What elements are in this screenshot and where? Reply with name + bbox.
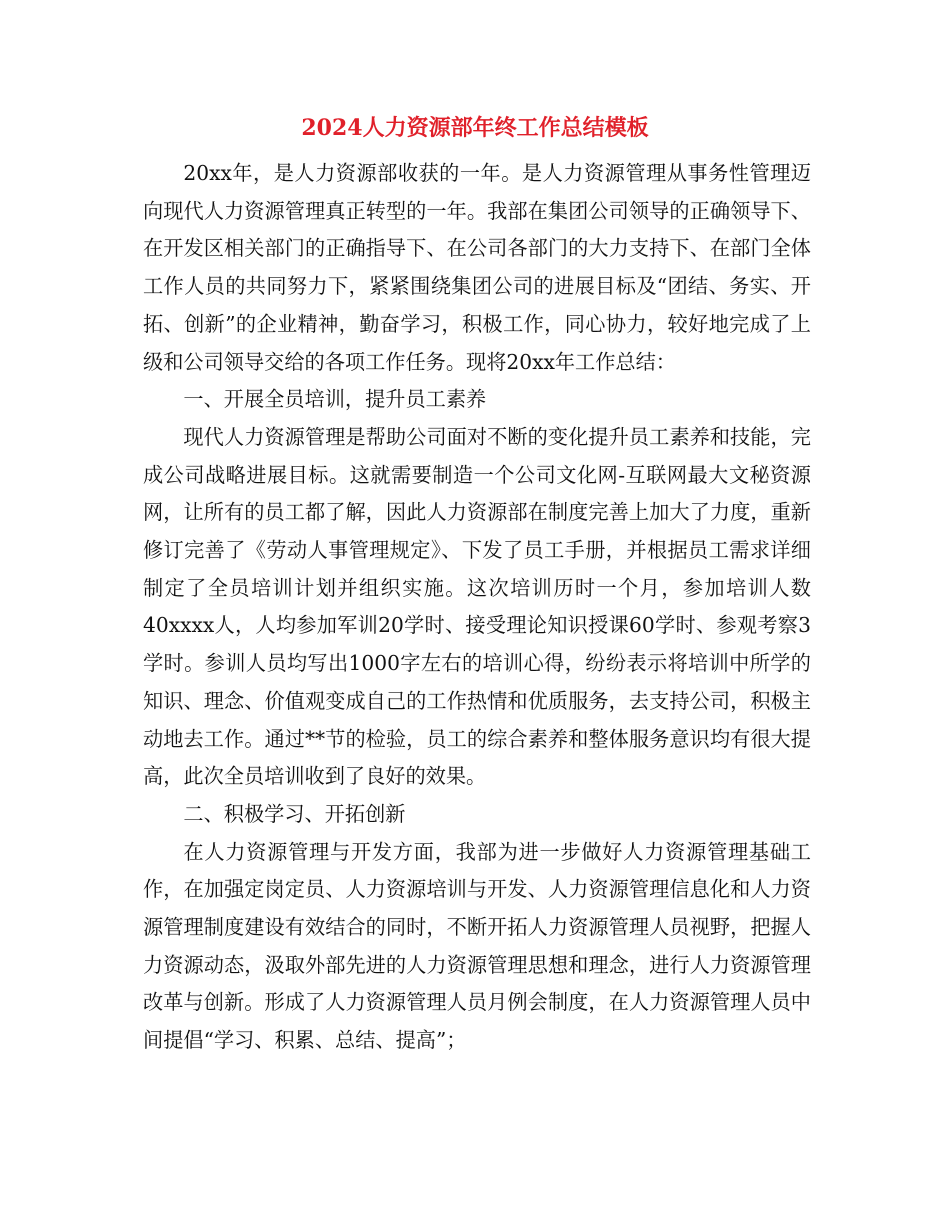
paragraph-training: 现代人力资源管理是帮助公司面对不断的变化提升员工素养和技能，完成公司战略进展目标。这就需要制造一个公司文化网-互联网最大文秘资源网，让所有的员工都了解，因此人力资源部在制度完善上加大了力度，重新修订完善了《劳动人事管理规定》、下发了员工手册，并根据员工需求详细制定了全员培训计划并组织实施。这次培训历时一个月，参加培训人数40xxxx人，人均参加军训20学时、接受理论知识授课60学时、参观考察3学时。参训人员均写出1000字左右的培训心得，纷纷表示将培训中所学的知识、理念、价值观变成自己的工作热情和优质服务，去支持公司，积极主动地去工作。通过**节的检验，员工的综合素养和整体服务意识均有很大提高，此次全员培训收到了良好的效果。	[143, 424, 811, 789]
document-body	[143, 155, 811, 1060]
document-title: 2024人力资源部年终工作总结模板	[301, 115, 649, 141]
section-heading-innovation: 二、积极学习、开拓创新	[183, 801, 406, 826]
section-heading-training: 一、开展全员培训，提升员工素养	[183, 387, 487, 412]
paragraph-intro: 20xx年，是人力资源部收获的一年。是人力资源管理从事务性管理迈向现代人力资源管理真正转型的一年。我部在集团公司领导的正确领导下、在开发区相关部门的正确指导下、在公司各部门的大力支持下、在部门全体工作人员的共同努力下，紧紧围绕集团公司的进展目标及“团结、务实、开拓、创新”的企业精神，勤奋学习，积极工作，同心协力，较好地完成了上级和公司领导交给的各项工作任务。现将20xx年工作总结：	[143, 161, 811, 374]
paragraph-innovation: 在人力资源管理与开发方面，我部为进一步做好人力资源管理基础工作，在加强定岗定员、人力资源培训与开发、人力资源管理信息化和人力资源管理制度建设有效结合的同时，不断开拓人力资源管理人员视野，把握人力资源动态，汲取外部先进的人力资源管理思想和理念，进行人力资源管理改革与创新。形成了人力资源管理人员月例会制度，在人力资源管理人员中间提倡“学习、积累、总结、提高”；	[143, 839, 811, 1053]
